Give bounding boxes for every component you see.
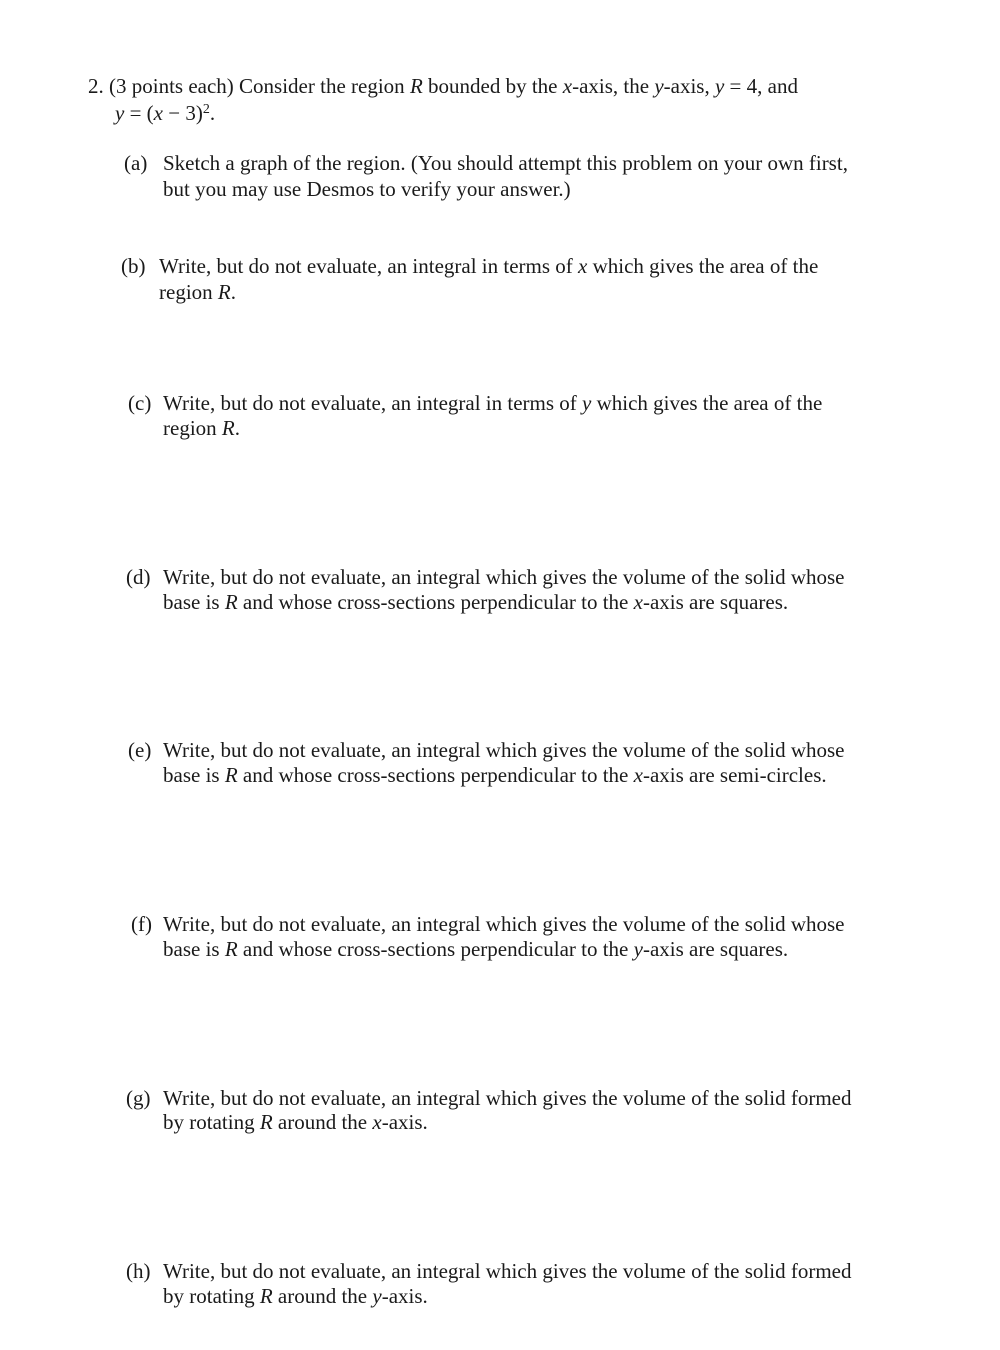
points-note: (3 points each) [109,74,234,98]
part-d-line-2: base is R and whose cross-sections perpendicular to the x-axis are squares. [163,590,789,614]
part-g-line-1: Write, but do not evaluate, an integral which gives the volume of the solid formed [163,1086,852,1110]
part-h-line-2: by rotating R around the y-axis. [163,1284,428,1308]
part-d-label: (d) [126,565,151,589]
part-b-line-2: region R. [159,280,236,304]
part-c-line-2: region R. [163,416,240,440]
part-b-line-1: Write, but do not evaluate, an integral in terms of x which gives the area of the [159,254,819,278]
part-h-label: (h) [126,1259,151,1283]
part-a-label: (a) [124,151,148,175]
part-c-line-1: Write, but do not evaluate, an integral in terms of y which gives the area of the [163,391,823,415]
part-c-label: (c) [128,391,152,415]
part-a-line-1: Sketch a graph of the region. (You should attempt this problem on your own first, [163,151,848,175]
part-f-line-1: Write, but do not evaluate, an integral which gives the volume of the solid whose [163,912,845,936]
problem-line-2: $y = (x - 3)^2$. [115,101,216,125]
part-g-label: (g) [126,1086,151,1110]
part-e-line-2: base is R and whose cross-sections perpendicular to the x-axis are semi-circles. [163,763,827,787]
part-f-label: (f) [131,912,152,936]
part-d-line-1: Write, but do not evaluate, an integral which gives the volume of the solid whose [163,565,845,589]
part-a-line-2: but you may use Desmos to verify your answer.) [163,177,571,201]
problem-number: 2. [88,74,104,98]
part-h-line-1: Write, but do not evaluate, an integral which gives the volume of the solid formed [163,1259,852,1283]
part-e-label: (e) [128,738,152,762]
part-f-line-2: base is R and whose cross-sections perpendicular to the y-axis are squares. [163,937,789,961]
part-g-line-2: by rotating R around the x-axis. [163,1110,428,1134]
problem-line-1: 2. (3 points each) Consider the region R bounded by the x-axis, the y-axis, y = 4, and [88,74,798,98]
part-e-line-1: Write, but do not evaluate, an integral which gives the volume of the solid whose [163,738,845,762]
part-b-label: (b) [121,254,146,278]
